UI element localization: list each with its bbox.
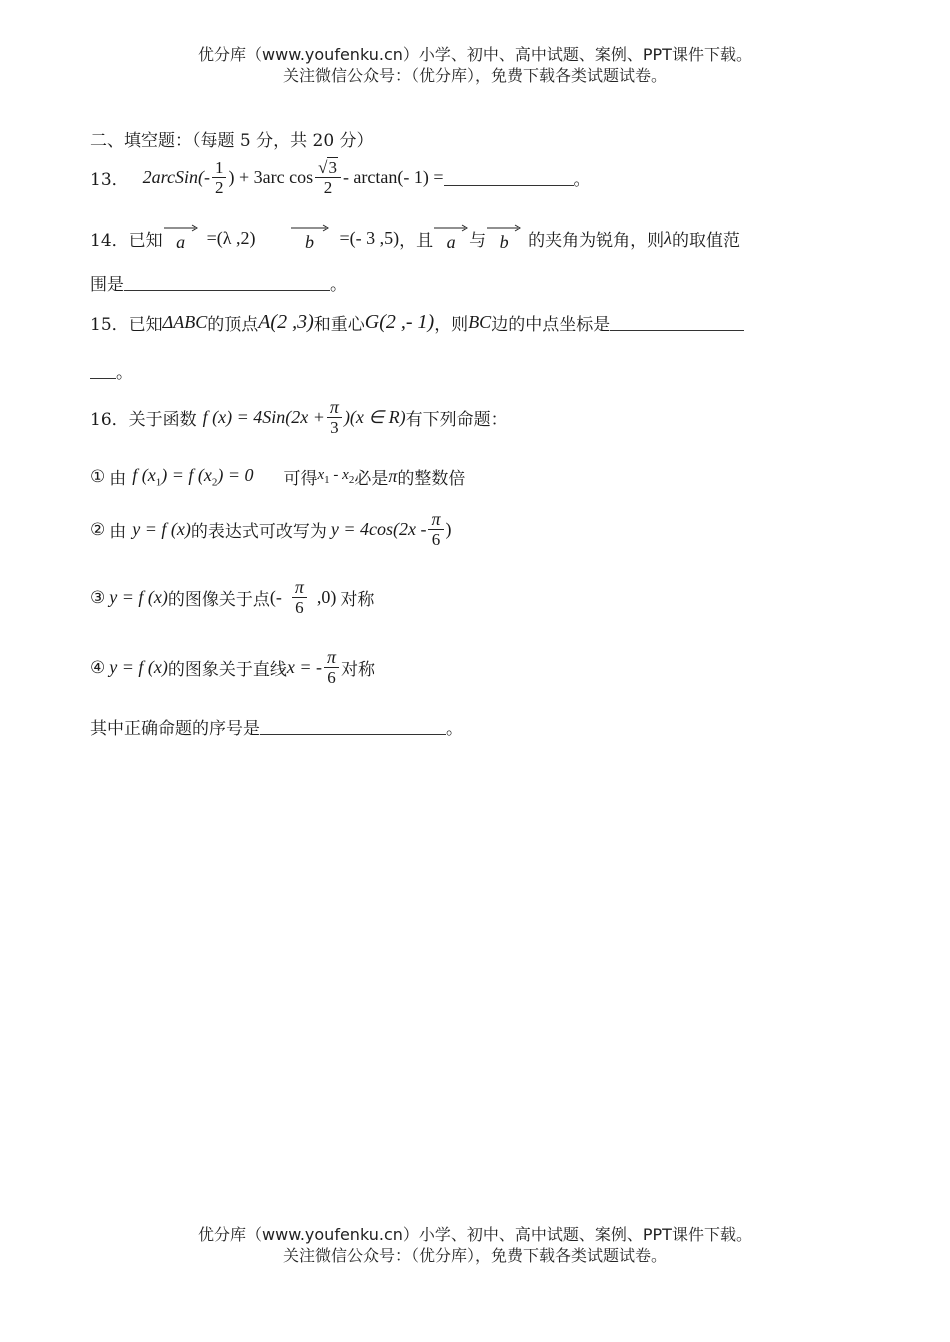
q15-text-midpoint: 边的中点坐标是 bbox=[491, 315, 611, 335]
final-text: 其中正确命题的序号是 bbox=[90, 719, 260, 739]
p1-expr-c: ) = 0 bbox=[217, 464, 254, 485]
header-line-2: 关注微信公众号：（优分库），免费下载各类试题试卷。 bbox=[282, 66, 667, 85]
q16-domain: )(x ∈ R) bbox=[343, 407, 406, 427]
p2-frac-den: 6 bbox=[431, 530, 441, 549]
vector-arrow-icon bbox=[486, 224, 522, 232]
p3-expr-1: y = f (x) bbox=[109, 587, 168, 607]
q14-vector-b-label: b bbox=[305, 232, 315, 252]
q13-frac1-num: 1 bbox=[212, 158, 227, 178]
final-answer-blank bbox=[260, 718, 446, 735]
q14-vector-b2-label: b bbox=[499, 232, 509, 252]
page-header bbox=[0, 44, 950, 86]
q13-expr-3: - arctan(- 1) = bbox=[342, 167, 444, 187]
vector-arrow-icon bbox=[433, 224, 469, 232]
final-question bbox=[90, 714, 463, 739]
q14-text-and: ，且 bbox=[399, 231, 434, 251]
p1-pi: π bbox=[388, 466, 398, 486]
q15-bc: BC bbox=[468, 312, 492, 332]
q15-triangle: ΔABC bbox=[162, 312, 208, 332]
proposition-3 bbox=[90, 578, 374, 617]
q13-frac2-num: 3 bbox=[328, 158, 337, 177]
p3-mark: ③ bbox=[90, 587, 106, 608]
p3-text-symmetric: 的图像关于点 bbox=[167, 590, 270, 610]
q14-answer-blank bbox=[124, 274, 330, 291]
q15-number: 15．已知 bbox=[90, 315, 163, 335]
p3-text-sym: 对称 bbox=[340, 590, 375, 610]
q15-text-centroid: 和重心 bbox=[313, 315, 365, 335]
p2-text-rewrite: 的表达式可改写为 bbox=[190, 522, 327, 542]
final-end: 。 bbox=[446, 719, 463, 739]
q13-end: 。 bbox=[573, 170, 591, 190]
q16-function: f (x) = 4Sin(2x + bbox=[202, 407, 325, 427]
p4-text-sym: 对称 bbox=[341, 660, 376, 680]
q14-text-with: 与 bbox=[469, 231, 487, 251]
proposition-4 bbox=[90, 648, 375, 687]
q15-text-then: ，则 bbox=[434, 315, 469, 335]
p1-sub-2: 2 bbox=[211, 476, 218, 489]
p4-expr-1: y = f (x) bbox=[109, 657, 168, 677]
proposition-1 bbox=[90, 464, 465, 489]
p1-diff bbox=[318, 467, 355, 486]
q14-number: 14．已知 bbox=[90, 231, 163, 251]
p1-expr-b: ) = f (x bbox=[161, 464, 212, 485]
q16-frac-num: π bbox=[327, 398, 342, 418]
p3-expr-2: (- bbox=[269, 587, 282, 607]
q13-frac2-den: 2 bbox=[323, 178, 333, 197]
p1-text-get: 可得 bbox=[283, 469, 318, 489]
p2-expr-3: ) bbox=[445, 519, 452, 539]
q14-end: 。 bbox=[330, 275, 347, 295]
question-14-line-2 bbox=[90, 270, 347, 295]
q13-number: 13． bbox=[90, 170, 129, 190]
p1-x1: x bbox=[317, 467, 325, 483]
question-14 bbox=[90, 224, 740, 253]
p2-frac-num: π bbox=[428, 510, 443, 530]
p3-frac-den: 6 bbox=[295, 598, 304, 617]
p4-text-line: 的图象关于直线 bbox=[167, 660, 287, 680]
q13-expr-1: 2arcSin(- bbox=[142, 167, 210, 187]
q14-vector-b-value: =(- 3 ,5) bbox=[339, 228, 400, 248]
q16-fraction bbox=[327, 398, 342, 437]
p1-x2: - x bbox=[333, 467, 349, 483]
p3-frac-num: π bbox=[292, 578, 307, 598]
p2-mark: ② bbox=[90, 519, 106, 540]
p2-expr-2: y = 4cos(2x - bbox=[330, 519, 427, 539]
q15-answer-blank-2 bbox=[90, 362, 116, 379]
page-footer bbox=[0, 1224, 950, 1266]
footer-line-2: 关注微信公众号：（优分库），免费下载各类试题试卷。 bbox=[282, 1246, 667, 1265]
p3-expr-3: ,0) bbox=[316, 587, 337, 607]
q13-fraction-1 bbox=[212, 158, 227, 197]
p4-frac-den: 6 bbox=[327, 668, 336, 687]
q14-text-range: 的取值范 bbox=[671, 231, 740, 251]
proposition-2 bbox=[90, 510, 452, 549]
p2-expr-1: y = f (x) bbox=[132, 519, 191, 539]
vector-arrow-icon bbox=[163, 224, 199, 232]
q14-text-is: 围是 bbox=[90, 275, 124, 295]
vector-arrow-icon bbox=[290, 224, 330, 232]
p1-text-by: 由 bbox=[109, 469, 127, 489]
q13-answer-blank bbox=[444, 169, 574, 186]
p4-frac-num: π bbox=[324, 648, 339, 668]
q15-end: 。 bbox=[116, 363, 133, 383]
p2-text-by: 由 bbox=[109, 522, 127, 542]
p1-mark: ① bbox=[90, 466, 106, 487]
q13-expr-2: ) + 3arc cos bbox=[228, 167, 314, 187]
q14-vector-a bbox=[163, 224, 199, 253]
question-16 bbox=[90, 398, 508, 437]
q15-point-a: A(2 ,3) bbox=[258, 311, 314, 333]
p1-text-must: 必是 bbox=[354, 469, 389, 489]
q15-point-g: G(2 ,- 1) bbox=[364, 311, 435, 333]
p1-sub-4: 2 bbox=[348, 474, 355, 486]
q14-vector-a-value: =(λ ,2) bbox=[206, 228, 256, 248]
q13-fraction-2 bbox=[315, 158, 341, 197]
question-13 bbox=[90, 158, 591, 197]
p1-expr bbox=[132, 465, 253, 489]
q14-vector-b bbox=[290, 224, 330, 253]
q14-lambda: λ bbox=[664, 228, 672, 248]
q14-vector-a2-label: a bbox=[446, 232, 456, 252]
p1-text-multiple: 的整数倍 bbox=[397, 469, 466, 489]
q16-text-props: 有下列命题： bbox=[405, 410, 508, 430]
q15-answer-blank bbox=[610, 314, 744, 331]
question-15-line-2 bbox=[90, 358, 133, 383]
section-title: 二、填空题：（每题 5 分，共 20 分） bbox=[90, 131, 374, 151]
p4-mark: ④ bbox=[90, 657, 106, 678]
p4-expr-2: x = - bbox=[286, 657, 323, 677]
q13-frac1-den: 2 bbox=[214, 178, 224, 197]
p1-sub-3: 1 bbox=[324, 474, 330, 486]
p2-fraction bbox=[428, 510, 443, 549]
footer-line-1: 优分库（www.youfenku.cn）小学、初中、高中试题、案例、PPT课件下载。 bbox=[198, 1225, 752, 1244]
q14-text-angle: 的夹角为锐角，则 bbox=[528, 231, 665, 251]
q14-vector-a-label: a bbox=[176, 232, 186, 252]
q14-vector-b-2 bbox=[486, 224, 522, 253]
p1-expr-a: f (x bbox=[132, 464, 156, 485]
p1-sub-1: 1 bbox=[155, 476, 162, 489]
p3-fraction bbox=[292, 578, 307, 617]
q16-frac-den: 3 bbox=[330, 418, 339, 437]
q16-number: 16．关于函数 bbox=[90, 410, 197, 430]
q14-vector-a-2 bbox=[433, 224, 469, 253]
question-15 bbox=[90, 310, 744, 335]
p4-fraction bbox=[324, 648, 339, 687]
q15-text-vertex: 的顶点 bbox=[207, 315, 259, 335]
q13-frac2-num-wrap: √3 bbox=[315, 158, 341, 178]
header-line-1: 优分库（www.youfenku.cn）小学、初中、高中试题、案例、PPT课件下载。 bbox=[198, 45, 752, 64]
